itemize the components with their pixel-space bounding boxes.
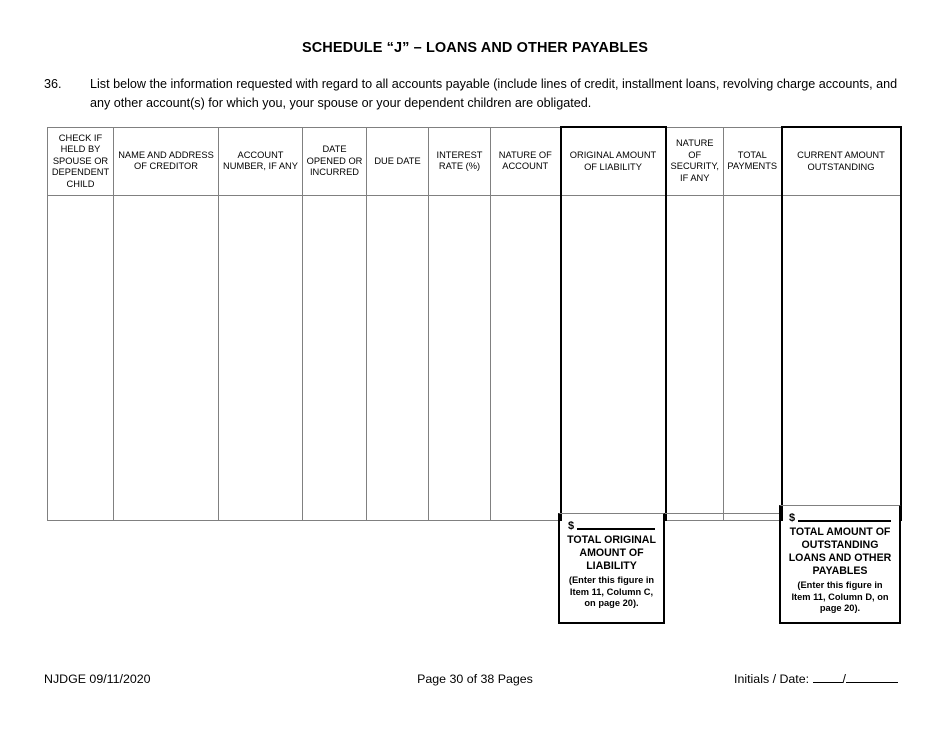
total-original-liability-label: TOTAL ORIGINAL AMOUNT OF LIABILITY bbox=[567, 534, 656, 572]
loans-table bbox=[47, 126, 902, 521]
dollar-sign-icon: $ bbox=[789, 512, 796, 524]
total-outstanding-note: (Enter this figure in Item 11, Column D, on page 20). bbox=[791, 580, 889, 614]
total-outstanding-box bbox=[779, 505, 901, 624]
cell-date-opened[interactable] bbox=[303, 196, 367, 521]
cell-name-address-creditor[interactable] bbox=[114, 196, 219, 521]
amount-blank-line bbox=[798, 520, 891, 522]
header-total-payments: TOTAL PAYMENTS bbox=[724, 127, 782, 196]
header-date-opened: DATE OPENED OR INCURRED bbox=[303, 127, 367, 196]
cell-nature-of-account[interactable] bbox=[491, 196, 561, 521]
table-header-row bbox=[48, 127, 901, 196]
page-footer bbox=[0, 672, 950, 692]
instruction-block bbox=[44, 75, 914, 113]
total-outstanding-amount-field[interactable] bbox=[787, 512, 893, 524]
initials-blank-line[interactable] bbox=[813, 682, 843, 683]
cell-nature-of-security[interactable] bbox=[666, 196, 724, 521]
amount-blank-line bbox=[577, 528, 655, 530]
dollar-sign-icon: $ bbox=[568, 520, 575, 532]
header-name-address-creditor: NAME AND ADDRESS OF CREDITOR bbox=[114, 127, 219, 196]
header-account-number: ACCOUNT NUMBER, IF ANY bbox=[219, 127, 303, 196]
footer-initials-date: Initials / Date: / bbox=[734, 672, 898, 686]
header-due-date: DUE DATE bbox=[367, 127, 429, 196]
header-current-amount-outstanding: CURRENT AMOUNT OUTSTANDING bbox=[782, 127, 901, 196]
header-original-amount-liability: ORIGINAL AMOUNT OF LIABILITY bbox=[561, 127, 666, 196]
instruction-text: List below the information requested with regard to all accounts payable (include lines of credit, installment loans, revolving charge accounts, and any other account(s) for which you, your spouse or your dependent children are obligated. bbox=[90, 77, 898, 110]
header-check-if-held: CHECK IF HELD BY SPOUSE OR DEPENDENT CHILD bbox=[48, 127, 114, 196]
cell-due-date[interactable] bbox=[367, 196, 429, 521]
footer-page-number: Page 30 of 38 Pages bbox=[417, 672, 533, 686]
total-original-amount-field[interactable] bbox=[566, 520, 657, 532]
header-nature-of-security: NATURE OF SECURITY, IF ANY bbox=[666, 127, 724, 196]
total-original-liability-box bbox=[558, 513, 665, 624]
table-entry-row bbox=[48, 196, 901, 521]
cell-check-if-held[interactable] bbox=[48, 196, 114, 521]
cell-current-amount-outstanding[interactable] bbox=[782, 196, 901, 521]
instruction-number: 36. bbox=[44, 77, 62, 91]
footer-form-id: NJDGE 09/11/2020 bbox=[44, 672, 151, 686]
header-interest-rate: INTEREST RATE (%) bbox=[429, 127, 491, 196]
total-outstanding-label: TOTAL AMOUNT OF OUTSTANDING LOANS AND OTHER PAYABLES bbox=[788, 526, 892, 577]
cell-interest-rate[interactable] bbox=[429, 196, 491, 521]
date-blank-line[interactable] bbox=[846, 682, 898, 683]
footer-initials-label: Initials / Date: bbox=[734, 672, 810, 686]
cell-account-number[interactable] bbox=[219, 196, 303, 521]
total-original-liability-note: (Enter this figure in Item 11, Column C, on page 20). bbox=[568, 575, 655, 609]
cell-original-amount-liability[interactable] bbox=[561, 196, 666, 521]
middle-extension-area bbox=[664, 513, 780, 563]
header-nature-of-account: NATURE OF ACCOUNT bbox=[491, 127, 561, 196]
cell-total-payments[interactable] bbox=[724, 196, 782, 521]
page-title: SCHEDULE “J” – LOANS AND OTHER PAYABLES bbox=[301, 40, 649, 56]
